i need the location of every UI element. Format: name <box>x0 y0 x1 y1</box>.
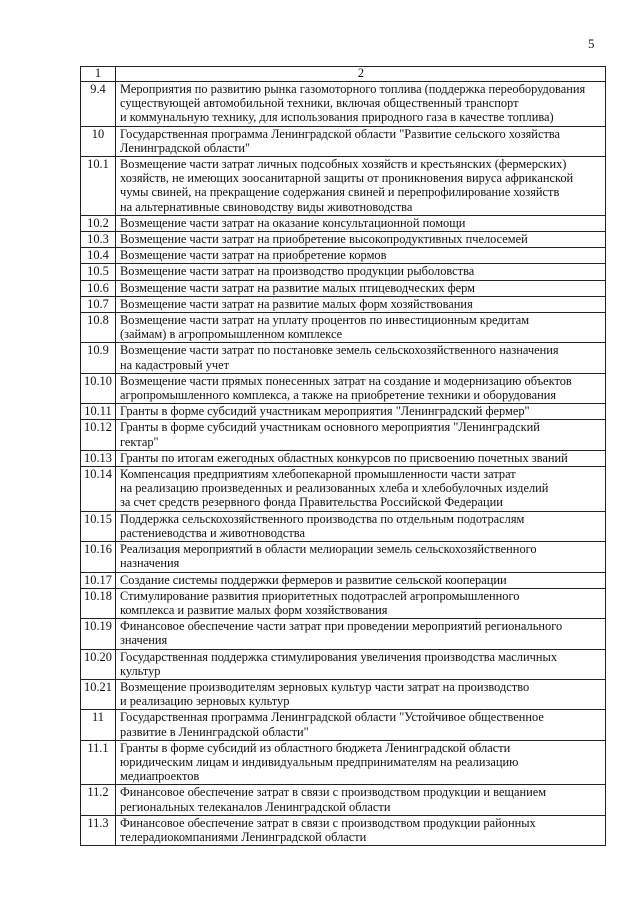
table-row <box>81 710 606 740</box>
row-number: 10.10 <box>81 373 116 403</box>
table-row <box>81 343 606 373</box>
row-number: 10.3 <box>81 232 116 248</box>
table-row <box>81 313 606 343</box>
row-number: 10.2 <box>81 215 116 231</box>
row-number: 10.11 <box>81 404 116 420</box>
row-description: Гранты в форме субсидий участникам мероприятия "Ленинградский фермер" <box>116 404 606 420</box>
row-description: Возмещение части затрат на приобретение кормов <box>116 248 606 264</box>
page-number: 5 <box>588 36 595 51</box>
row-description: Государственная программа Ленинградской области "Устойчивое общественное развитие в Ленинградской области" <box>116 710 606 740</box>
table-row <box>81 679 606 709</box>
row-number: 10.20 <box>81 649 116 679</box>
table-row <box>81 588 606 618</box>
row-number: 9.4 <box>81 82 116 127</box>
row-description: Гранты в форме субсидий участникам основного мероприятия "Ленинградский гектар" <box>116 420 606 450</box>
row-number: 11.3 <box>81 815 116 845</box>
row-number: 10.9 <box>81 343 116 373</box>
row-description: Поддержка сельскохозяйственного производства по отдельным подотраслям растениеводства и животноводства <box>116 511 606 541</box>
row-description: Возмещение части затрат личных подсобных хозяйств и крестьянских (фермерских) хозяйств, не имеющих зоосанитарной защиты от проникновения вируса африканской чумы свиней, на прекращение содержания свиней и перепрофилирование хозяйств на альтернативные свиноводству виды животноводства <box>116 157 606 216</box>
table-row <box>81 264 606 280</box>
row-number: 10.21 <box>81 679 116 709</box>
column-header-1: 1 <box>81 67 116 82</box>
row-number: 10.8 <box>81 313 116 343</box>
row-description: Возмещение части затрат на развитие малых форм хозяйствования <box>116 296 606 312</box>
row-description: Реализация мероприятий в области мелиорации земель сельскохозяйственного назначения <box>116 542 606 572</box>
row-number: 10.19 <box>81 619 116 649</box>
table-row <box>81 572 606 588</box>
table-row <box>81 157 606 216</box>
table-row <box>81 215 606 231</box>
row-number: 11.1 <box>81 740 116 785</box>
table-row <box>81 280 606 296</box>
table-row <box>81 542 606 572</box>
table-row <box>81 785 606 815</box>
row-description: Возмещение части затрат на производство продукции рыболовства <box>116 264 606 280</box>
row-description: Государственная поддержка стимулирования увеличения производства масличных культур <box>116 649 606 679</box>
row-number: 10.17 <box>81 572 116 588</box>
row-number: 10.12 <box>81 420 116 450</box>
row-description: Государственная программа Ленинградской области "Развитие сельского хозяйства Ленинградской области" <box>116 126 606 156</box>
table-row <box>81 420 606 450</box>
row-number: 10.7 <box>81 296 116 312</box>
table-row <box>81 467 606 512</box>
row-description: Создание системы поддержки фермеров и развитие сельской кооперации <box>116 572 606 588</box>
row-description: Возмещение части затрат на оказание консультационной помощи <box>116 215 606 231</box>
table-row <box>81 649 606 679</box>
row-description: Гранты в форме субсидий из областного бюджета Ленинградской области юридическим лицам и индивидуальным предпринимателям на реализацию медиапроектов <box>116 740 606 785</box>
table-row <box>81 232 606 248</box>
row-number: 10.4 <box>81 248 116 264</box>
row-description: Мероприятия по развитию рынка газомоторного топлива (поддержка переоборудования существующей автомобильной техники, включая общественный транспорт и коммунальную технику, для использования природного газа в качестве топлива) <box>116 82 606 127</box>
row-number: 10.16 <box>81 542 116 572</box>
row-number: 11 <box>81 710 116 740</box>
table-header-row <box>81 67 606 82</box>
row-number: 10.5 <box>81 264 116 280</box>
table-row <box>81 740 606 785</box>
row-description: Финансовое обеспечение затрат в связи с производством продукции районных телерадиокомпаниями Ленинградской области <box>116 815 606 845</box>
row-description: Стимулирование развития приоритетных подотраслей агропромышленного комплекса и развитие малых форм хозяйствования <box>116 588 606 618</box>
row-description: Возмещение части затрат на приобретение высокопродуктивных пчелосемей <box>116 232 606 248</box>
table-row <box>81 511 606 541</box>
row-description: Гранты по итогам ежегодных областных конкурсов по присвоению почетных званий <box>116 450 606 466</box>
row-description: Финансовое обеспечение части затрат при проведении мероприятий регионального значения <box>116 619 606 649</box>
row-description: Возмещение части прямых понесенных затрат на создание и модернизацию объектов агропромышленного комплекса, а также на приобретение техники и оборудования <box>116 373 606 403</box>
row-description: Возмещение производителям зерновых культур части затрат на производство и реализацию зерновых культур <box>116 679 606 709</box>
column-header-2: 2 <box>116 67 606 82</box>
row-description: Возмещение части затрат на уплату процентов по инвестиционным кредитам (займам) в агропромышленном комплексе <box>116 313 606 343</box>
row-number: 10.14 <box>81 467 116 512</box>
table-row <box>81 248 606 264</box>
row-number: 10.15 <box>81 511 116 541</box>
programs-table <box>80 66 606 846</box>
row-number: 10.18 <box>81 588 116 618</box>
table-row <box>81 404 606 420</box>
row-description: Компенсация предприятиям хлебопекарной промышленности части затрат на реализацию произведенных и реализованных хлеба и хлебобулочных изделий за счет средств резервного фонда Правительства Российской Федерации <box>116 467 606 512</box>
table-row <box>81 450 606 466</box>
table-row <box>81 815 606 845</box>
table-row <box>81 126 606 156</box>
table-row <box>81 82 606 127</box>
row-number: 10.6 <box>81 280 116 296</box>
row-number: 10.13 <box>81 450 116 466</box>
row-description: Возмещение части затрат на развитие малых птицеводческих ферм <box>116 280 606 296</box>
row-description: Возмещение части затрат по постановке земель сельскохозяйственного назначения на кадастровый учет <box>116 343 606 373</box>
table-row <box>81 296 606 312</box>
table-row <box>81 373 606 403</box>
row-number: 10.1 <box>81 157 116 216</box>
row-description: Финансовое обеспечение затрат в связи с производством продукции и вещанием региональных телеканалов Ленинградской области <box>116 785 606 815</box>
row-number: 11.2 <box>81 785 116 815</box>
row-number: 10 <box>81 126 116 156</box>
table-row <box>81 619 606 649</box>
